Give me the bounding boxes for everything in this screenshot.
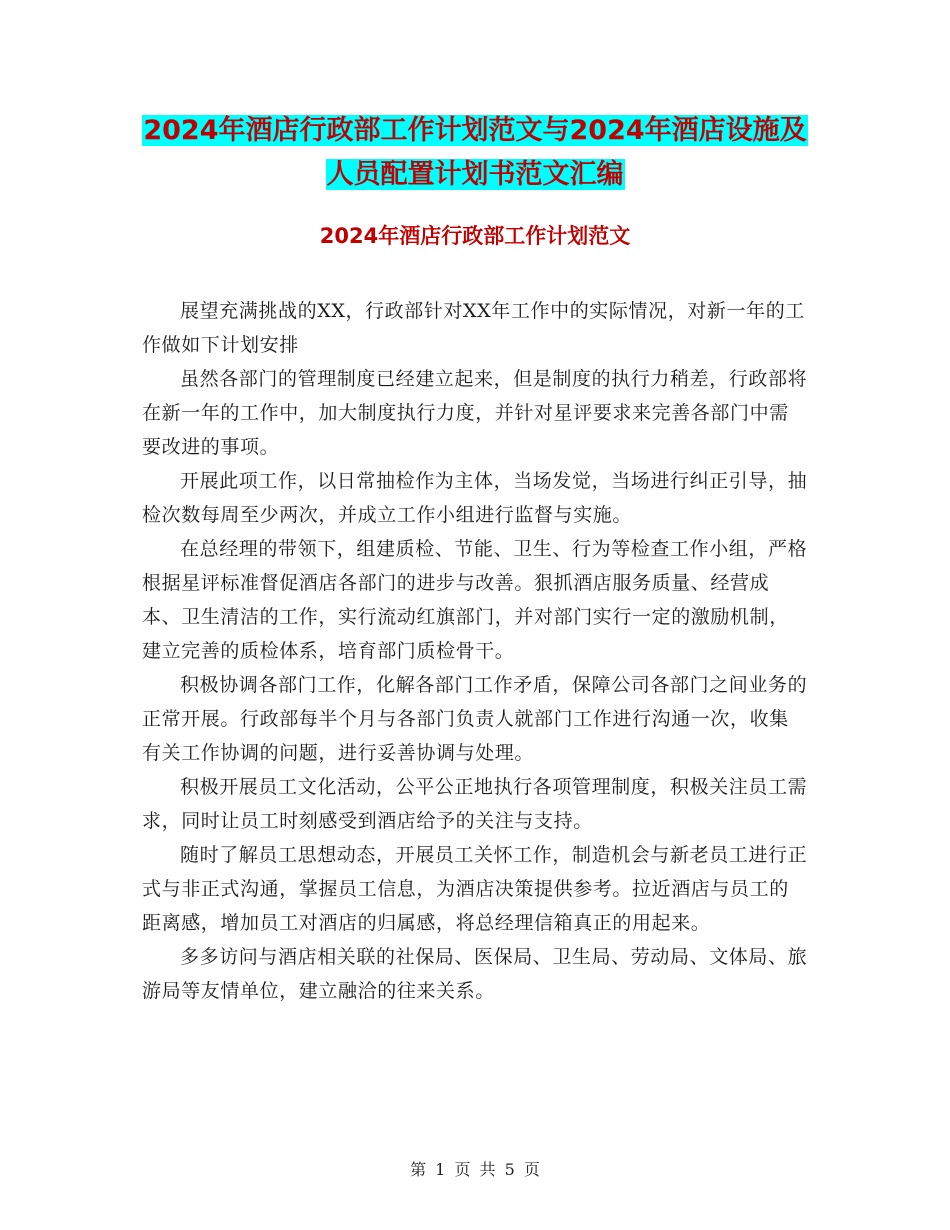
paragraph: 开展此项工作，以日常抽检作为主体，当场发觉，当场进行纠正引导，抽检次数每周至少两次，并成立工作小组进行监督与实施。 (142, 470, 808, 526)
document-title-line-2 (0, 156, 950, 194)
page-footer: 第 1 页 共 5 页 (410, 1160, 540, 1179)
document-title-line-1-text: 2024年酒店行政部工作计划范文与2024年酒店设施及 (143, 115, 807, 146)
paragraph: 在总经理的带领下，组建质检、节能、卫生、行为等检查工作小组，严格根据星评标准督促酒店各部门的进步与改善。狠抓酒店服务质量、经营成本、卫生清洁的工作，实行流动红旗部门，并对部门实行一定的激励机制，建立完善的质检体系，培育部门质检骨干。 (142, 538, 808, 662)
document-title-line-2-text: 人员配置计划书范文汇编 (326, 159, 624, 190)
paragraph: 积极开展员工文化活动，公平公正地执行各项管理制度，积极关注员工需求，同时让员工时刻感受到酒店给予的关注与支持。 (142, 776, 808, 832)
paragraph: 多多访问与酒店相关联的社保局、医保局、卫生局、劳动局、文体局、旅游局等友情单位，建立融洽的往来关系。 (142, 946, 808, 1002)
document-body (142, 294, 808, 1008)
paragraph: 虽然各部门的管理制度已经建立起来，但是制度的执行力稍差，行政部将在新一年的工作中，加大制度执行力度，并针对星评要求来完善各部门中需要改进的事项。 (142, 368, 808, 458)
paragraph: 展望充满挑战的XX，行政部针对XX年工作中的实际情况，对新一年的工作做如下计划安排 (142, 300, 805, 356)
document-title-line-1 (0, 112, 950, 150)
paragraph: 随时了解员工思想动态，开展员工关怀工作，制造机会与新老员工进行正式与非正式沟通，掌握员工信息，为酒店决策提供参考。拉近酒店与员工的距离感，增加员工对酒店的归属感，将总经理信箱真正的用起来。 (142, 844, 808, 934)
paragraph: 积极协调各部门工作，化解各部门工作矛盾，保障公司各部门之间业务的正常开展。行政部每半个月与各部门负责人就部门工作进行沟通一次，收集有关工作协调的问题，进行妥善协调与处理。 (142, 674, 808, 764)
section-title: 2024年酒店行政部工作计划范文 (319, 224, 631, 248)
